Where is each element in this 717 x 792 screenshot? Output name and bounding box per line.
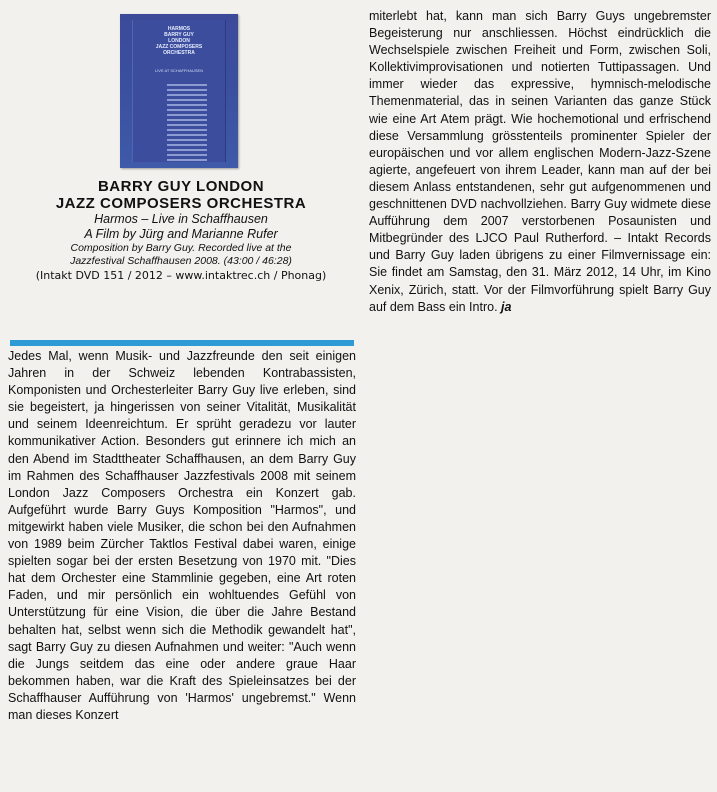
cover-title-line: ORCHESTRA [163,50,195,56]
cover-title-line: LONDON [168,38,190,44]
dvd-cover-subtitle: LIVE AT SCHAFFHAUSEN [154,68,204,73]
dvd-cover-panel [132,20,226,162]
cover-title-line: HARMOS [167,26,191,32]
review-header [8,178,354,284]
dvd-cover [120,14,238,168]
review-body-text-left: Jedes Mal, wenn Musik- und Jazzfreunde den seit einigen Jahren in der Schweiz lebenden Kontrabassisten, Komponisten und Orchesterleiter Barry Guy live erleben, sind sie begeistert, ja hingerissen von seiner Vitalität, Musikalität und seinem Ideenreichtum. Er sprüht geradezu vor lauter kommunikativer Action. Besonders gut erinnere ich mich an den Abend im Stadttheater Schaffhausen, an dem Barry Guy im Rahmen des Schaffhauser Jazzfestivals 2008 mit seinem London Jazz Composers Orchestra ein Konzert gab. Aufgeführt wurde Barry Guys Komposition "Harmos", und mitgewirkt haben viele Musiker, die schon bei den Aufnahmen von 1989 beim Zürcher Taktlos Festival dabei waren, einige spielten sogar bei der ersten Besetzung von 1970 mit. "Dies hat dem Orchester eine Stammlinie gegeben, eine Art roten Faden, und mir persönlich ein wohltuendes Gefühl von Unterstützung für eine Vision, die über die Jahre Bestand behalten hat, selbst wenn sich die Methodik gewandelt hat", sagt Barry Guy zu diesen Aufnahmen und weiter: "Auch wenn die Jungs seitdem das eine oder andere graue Haar bekommen haben, war die Kraft des Spieleinsatzes bei der Schaffhauser Aufführung von 'Harmos' ungebremst." Wenn man dieses Konzert [8,349,356,722]
review-composition-line1: Composition by Barry Guy. Recorded live at the [70,242,292,254]
dvd-cover-title [133,26,225,56]
review-body-text-right [369,8,711,316]
cover-title-line: JAZZ COMPOSERS [155,44,203,50]
review-title-line1: BARRY GUY LONDON [97,178,265,195]
review-label-info: (Intakt DVD 151 / 2012 – www.intaktrec.ch / Phonag) [35,269,327,282]
review-film-credit: A Film by Jürg and Marianne Rufer [84,227,278,241]
review-subtitle: Harmos – Live in Schaffhausen [94,212,268,226]
review-title-line2: JAZZ COMPOSERS ORCHESTRA [55,195,307,212]
review-composition-line2: Jazzfestival Schaffhausen 2008. (43:00 / 46:28) [70,255,292,267]
review-body-left [8,348,356,724]
dvd-cover-image [120,14,238,168]
cover-title-line: BARRY GUY [164,32,194,38]
dvd-cover-credits-block [167,84,207,164]
section-divider [10,340,354,346]
review-body-right [369,8,711,316]
author-signature: ja [501,299,512,314]
review-body-text-right-content: miterlebt hat, kann man sich Barry Guys ungebremster Begeisterung nur anschliessen. Höchst eindrücklich die Wechselspiele zwischen Freiheit und Form, zwischen Soli, Kollektivimprovisationen und notierten Tuttipassagen. Und immer wieder das expressive, hymnisch-melodische Themenmaterial, das in seinen Varianten das ganze Stück wie eine Art Atem prägt. Wie hochemotional und erfrischend diese Versammlung grösstenteils prominenter Spieler der europäischen und vor allem englischen Modern-Jazz-Szene agierte, angefeuert von ihrem Leader, kann man auf der bei diesem Anlass entstandenen, sehr gut aufgenommenen und geschnittenen DVD nachvollziehen. Barry Guy widmete diese Aufführung dem 2007 verstorbenen Posaunisten und Mitbegründer des LJCO Paul Rutherford. – Intakt Records und Barry Guy laden übrigens zu einer Filmvernissage ein: Sie findet am Samstag, den 31. März 2012, 14 Uhr, im Kino Xenix, Zürich, statt. Vor der Filmvorführung spielt Barry Guy auf dem Bass ein Intro. [369,9,711,314]
